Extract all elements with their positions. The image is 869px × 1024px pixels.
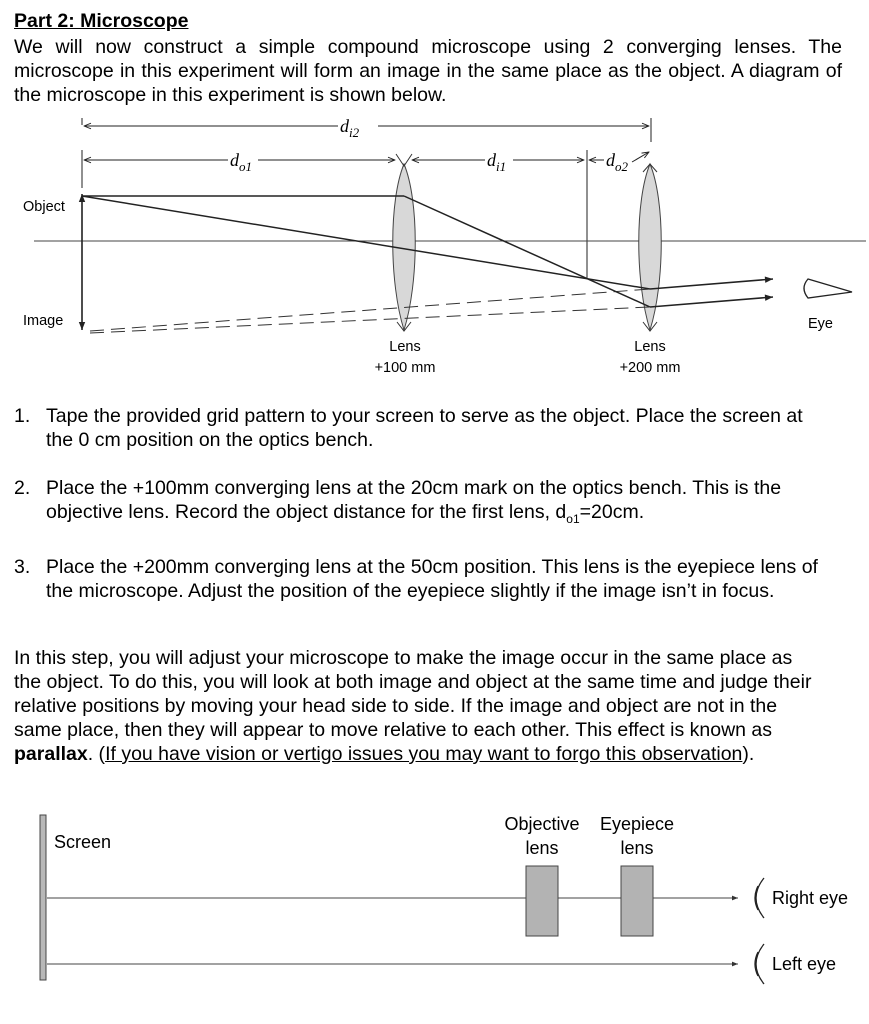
- screen-label: Screen: [54, 832, 112, 852]
- step-item: [14, 555, 834, 603]
- eye-icon: [804, 279, 852, 298]
- step-number: 2.: [14, 477, 31, 499]
- left-eye-icon: [755, 944, 764, 984]
- lens-100mm: [393, 154, 416, 331]
- step-item: [14, 404, 834, 452]
- eyepiece-label-line2: lens: [620, 838, 654, 858]
- step-number: 3.: [14, 555, 31, 578]
- right-eye-label: Right eye: [772, 888, 849, 908]
- parallax-term: parallax: [14, 743, 88, 765]
- right-eye-icon: [755, 878, 764, 918]
- step-text: Place the +200mm converging lens at the 50cm position. This lens is the eyepiece lens of the microscope. Adjust the position of the eyepiece slightly if the image isn’t in focus.: [46, 555, 818, 602]
- objective-lens-block: [526, 866, 558, 936]
- parallax-text-mid: . (: [87, 743, 106, 765]
- intro-paragraph: We will now construct a simple compound microscope using 2 converging lenses. The microscope in this experiment will form an image in the same place as the object. A diagram of the microscope in this experiment is shown below.: [14, 36, 842, 106]
- microscope-ray-diagram: [0, 0, 869, 400]
- left-eye-label: Left eye: [772, 954, 837, 974]
- section-title: Part 2: Microscope: [14, 10, 189, 32]
- step-text-end: =20cm.: [579, 501, 645, 523]
- virtual-rays: [90, 289, 650, 333]
- objective-label-line2: lens: [525, 838, 559, 858]
- lens2-name: Lens: [634, 339, 666, 355]
- step-subscript: o1: [566, 511, 580, 526]
- parallax-paragraph: [14, 646, 824, 766]
- eyepiece-lens-block: [621, 866, 653, 936]
- lens1-power: +100 mm: [374, 360, 436, 376]
- step-number: 1.: [14, 405, 31, 427]
- screen-panel: [40, 815, 46, 980]
- do2-label: $d_{o2}$: [606, 150, 628, 174]
- objective-label-line1: Objective: [504, 814, 580, 834]
- step-text: Place the +100mm converging lens at the 20cm mark on the optics bench. This is the objective lens. Record the object distance for the first lens, d: [46, 477, 782, 523]
- object-label: Object: [23, 199, 65, 215]
- instruction-steps: [14, 404, 834, 627]
- dimension-do1-di1-do2: [82, 150, 649, 278]
- step-text: Tape the provided grid pattern to your screen to serve as the object. Place the screen at the 0 cm position on the optics bench.: [46, 405, 803, 451]
- lens2-power: +200 mm: [619, 360, 681, 376]
- dimension-di2: [82, 116, 651, 142]
- lens1-name: Lens: [389, 339, 421, 355]
- image-label: Image: [23, 313, 64, 329]
- do1-label: $d_{o1}$: [230, 150, 252, 174]
- eyepiece-label-line1: Eyepiece: [599, 814, 675, 834]
- parallax-text: In this step, you will adjust your microscope to make the image occur in the same place as the object. To do this, you will look at both image and object at the same time and judge their relative positions by moving your head side to side. If the image and object are not in the same place, then they will appear to move relative to each other. This effect is known as: [14, 647, 812, 741]
- eye-label: Eye: [808, 316, 833, 332]
- di2-label: $d_{i2}$: [340, 116, 360, 140]
- parallax-text-after: ).: [742, 743, 755, 765]
- step-item: [14, 476, 834, 531]
- vision-warning-link[interactable]: If you have vision or vertigo issues you may want to forgo this observation: [105, 743, 743, 765]
- real-rays: [82, 196, 773, 307]
- di1-label: $d_{i1}$: [487, 150, 507, 174]
